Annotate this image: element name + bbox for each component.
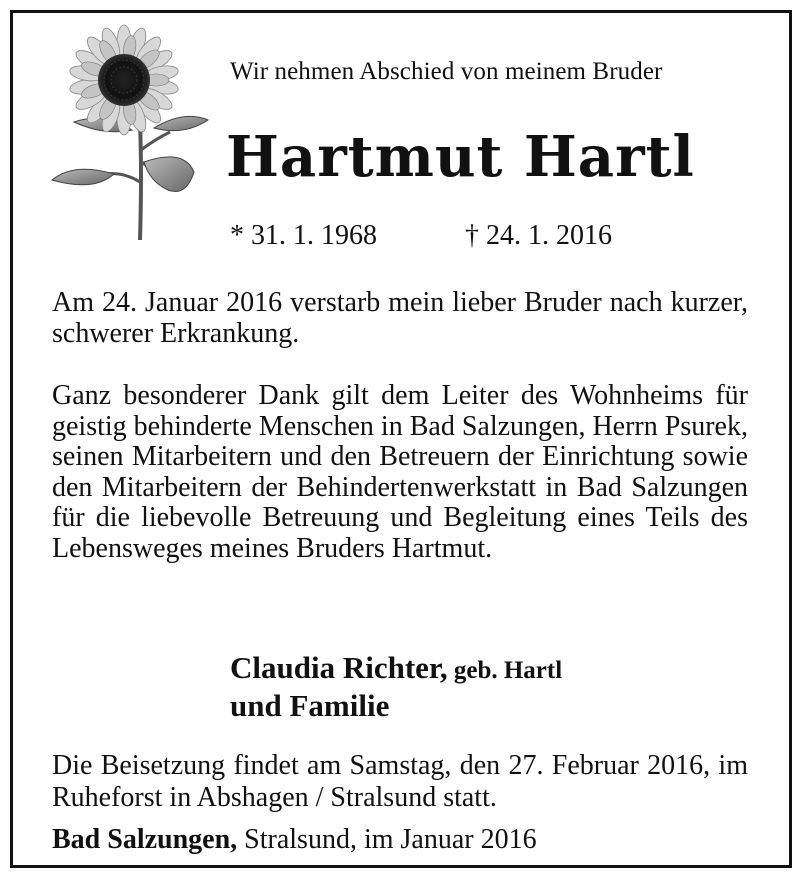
signature-family: und Familie (230, 688, 390, 723)
signature-name: Claudia Richter, (230, 650, 448, 685)
death-date: † 24. 1. 2016 (465, 220, 612, 251)
thanks-paragraph: Ganz besonderer Dank gilt dem Leiter des Wohnheims für geistig behinderte Menschen in Bad Salzungen, Herrn Psurek, seinen Mitarbeitern und den Betreuern der Einrichtung sowie den Mitarbeitern der Behindertenwerkstatt in Bad Salzungen für die liebevolle Betreuung und Begleitung eines Teils des Lebensweges meines Bruders Hartmut. (52, 380, 748, 564)
birth-date: * 31. 1. 1968 (230, 220, 377, 251)
place-bold: Bad Salzungen, (52, 824, 238, 855)
place-date-line (52, 824, 537, 856)
burial-paragraph: Die Beisetzung findet am Samstag, den 27. Februar 2016, im Ruheforst in Abshagen / Stralsund statt. (52, 750, 748, 813)
signature-block (230, 650, 562, 724)
intro-line: Wir nehmen Abschied von meinem Bruder (230, 58, 663, 85)
place-rest: Stralsund, im Januar 2016 (237, 824, 537, 855)
sunflower-icon (44, 22, 214, 244)
announcement-paragraph: Am 24. Januar 2016 verstarb mein lieber Bruder nach kurzer, schwerer Erkrankung. (52, 287, 748, 349)
signature-maiden-name: geb. Hartl (447, 657, 563, 684)
deceased-name: Hartmut Hartl (226, 124, 695, 190)
signature-line (230, 650, 562, 686)
life-dates (230, 220, 612, 252)
